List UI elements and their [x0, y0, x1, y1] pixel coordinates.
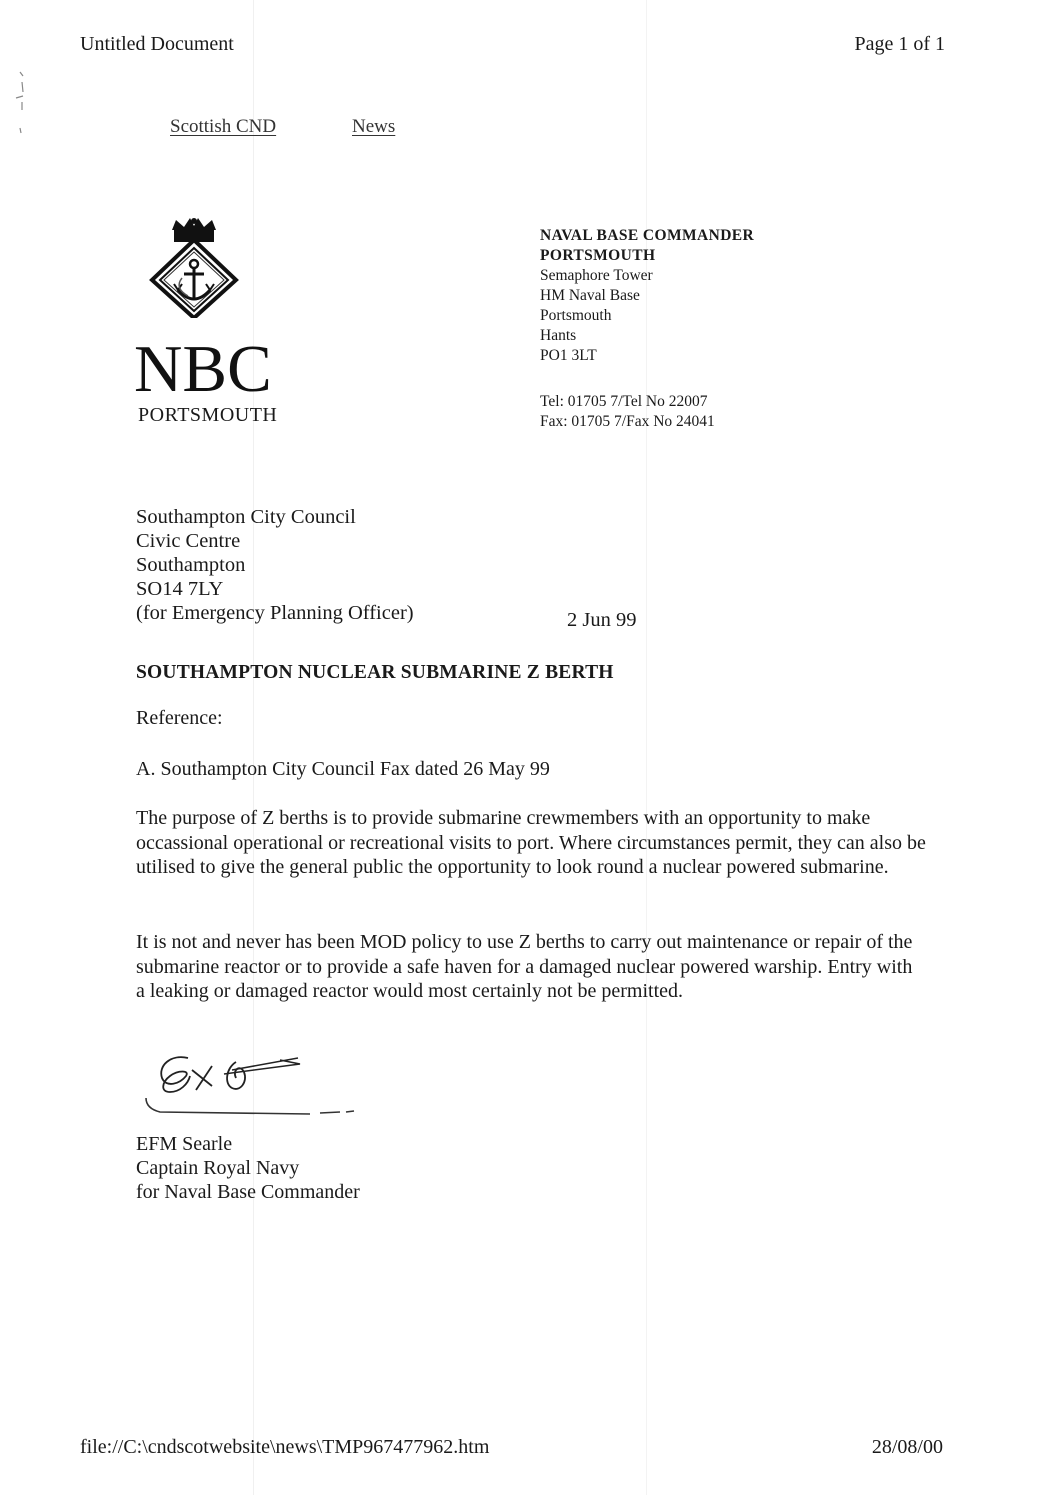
page-indicator: Page 1 of 1: [854, 33, 945, 55]
scan-fold-line: [253, 0, 254, 1495]
letter-subject: SOUTHAMPTON NUCLEAR SUBMARINE Z BERTH: [136, 662, 614, 683]
signatory-rank: Captain Royal Navy: [136, 1157, 300, 1179]
footer-file-path: file://C:\cndscotwebsite\news\TMP967477962.htm: [80, 1436, 490, 1458]
sender-address-line: PO1 3LT: [540, 347, 597, 364]
signoff-block: [136, 1132, 360, 1204]
sender-address-line: Semaphore Tower: [540, 267, 653, 284]
signatory-role: for Naval Base Commander: [136, 1181, 360, 1203]
nav-link-news[interactable]: News: [352, 116, 396, 137]
recipient-line: SO14 7LY: [136, 578, 224, 600]
footer-date: 28/08/00: [871, 1436, 943, 1458]
sender-tel: Tel: 01705 7/Tel No 22007: [540, 393, 708, 410]
recipient-line: Civic Centre: [136, 530, 241, 552]
royal-navy-crest-icon: [144, 218, 244, 318]
reference-item: A. Southampton City Council Fax dated 26 May 99: [136, 758, 550, 780]
sender-org-line: NAVAL BASE COMMANDER: [540, 227, 755, 244]
sender-address-line: Hants: [540, 327, 577, 344]
recipient-address-block: [136, 505, 414, 625]
nav-link-scottish-cnd[interactable]: Scottish CND: [170, 116, 277, 137]
sender-fax: Fax: 01705 7/Fax No 24041: [540, 413, 715, 430]
letter-date: 2 Jun 99: [567, 609, 637, 631]
handwritten-signature: [140, 1040, 370, 1120]
body-paragraph: The purpose of Z berths is to provide submarine crewmembers with an opportunity to make occassional operational or recreational visits to port. Where circumstances permit, they can also be utilised to give the general public the opportunity to look round a nuclear powered submarine.: [136, 807, 926, 878]
recipient-line: (for Emergency Planning Officer): [136, 602, 414, 624]
scan-fold-line: [646, 0, 647, 1495]
sender-address-block: [540, 226, 754, 366]
document-title: Untitled Document: [80, 33, 234, 55]
margin-marks: [8, 70, 38, 140]
letterhead-logo-text: NBC: [134, 332, 272, 406]
sender-contact-block: [540, 392, 715, 432]
body-paragraph: It is not and never has been MOD policy to use Z berths to carry out maintenance or repair of the submarine reactor or to provide a safe haven for a damaged nuclear powered warship. Entry with a leaking or damaged reactor would most certainly not be permitted.: [136, 931, 913, 1002]
signatory-name: EFM Searle: [136, 1133, 233, 1155]
sender-address-line: HM Naval Base: [540, 287, 640, 304]
sender-org-line: PORTSMOUTH: [540, 247, 656, 264]
recipient-line: Southampton City Council: [136, 506, 356, 528]
reference-label: Reference:: [136, 707, 223, 729]
sender-address-line: Portsmouth: [540, 307, 612, 324]
letterhead-logo-subtext: PORTSMOUTH: [138, 404, 278, 426]
recipient-line: Southampton: [136, 554, 246, 576]
